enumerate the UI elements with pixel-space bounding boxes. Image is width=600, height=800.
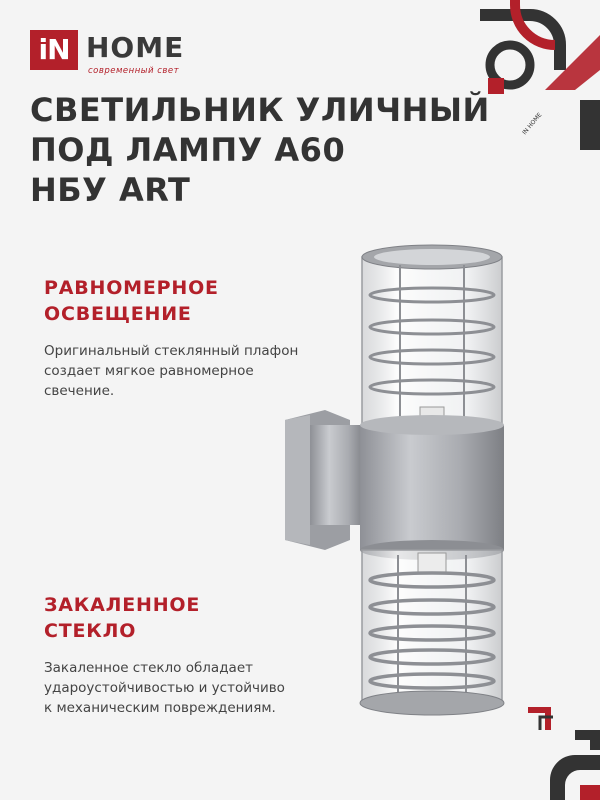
lower-glass-shade bbox=[360, 550, 504, 715]
deco-corner-red bbox=[528, 710, 548, 730]
deco-square-red bbox=[580, 785, 600, 800]
brand-logo bbox=[30, 30, 210, 75]
feature-text-line: Закаленное стекло обладает bbox=[44, 660, 253, 676]
deco-bar-dark bbox=[580, 100, 600, 150]
corner-decoration-bottom-right bbox=[520, 690, 600, 800]
feature-heading-line: ЗАКАЛЕННОЕ bbox=[44, 594, 201, 616]
feature-text-line: к механическим повреждениям. bbox=[44, 700, 276, 716]
product-lamp-image bbox=[270, 235, 550, 725]
feature-text-line: удароустойчивостью и устойчиво bbox=[44, 680, 285, 696]
deco-bracket-dark bbox=[575, 730, 600, 750]
title-line-1: СВЕТИЛЬНИК УЛИЧНЫЙ bbox=[30, 91, 490, 129]
feature-text-line: Оригинальный стеклянный плафон bbox=[44, 343, 299, 359]
wall-bracket bbox=[285, 410, 365, 550]
logo-in-mark: iN bbox=[30, 30, 78, 70]
deco-brand-text: IN HOME bbox=[521, 111, 544, 137]
feature-heading-line: ОСВЕЩЕНИЕ bbox=[44, 303, 192, 325]
title-line-2: ПОД ЛАМПУ А60 bbox=[30, 131, 346, 169]
feature-text-line: свечение. bbox=[44, 383, 115, 399]
feature-text-line: создает мягкое равномерное bbox=[44, 363, 254, 379]
feature-heading-line: СТЕКЛО bbox=[44, 620, 137, 642]
logo-home-text: HOME bbox=[86, 31, 185, 64]
logo-tagline: современный свет bbox=[88, 66, 180, 76]
product-title bbox=[30, 90, 500, 210]
lamp-body bbox=[360, 415, 504, 560]
upper-glass-shade bbox=[362, 245, 502, 427]
feature-heading-line: РАВНОМЕРНОЕ bbox=[44, 277, 219, 299]
title-line-3: НБУ ART bbox=[30, 171, 191, 209]
